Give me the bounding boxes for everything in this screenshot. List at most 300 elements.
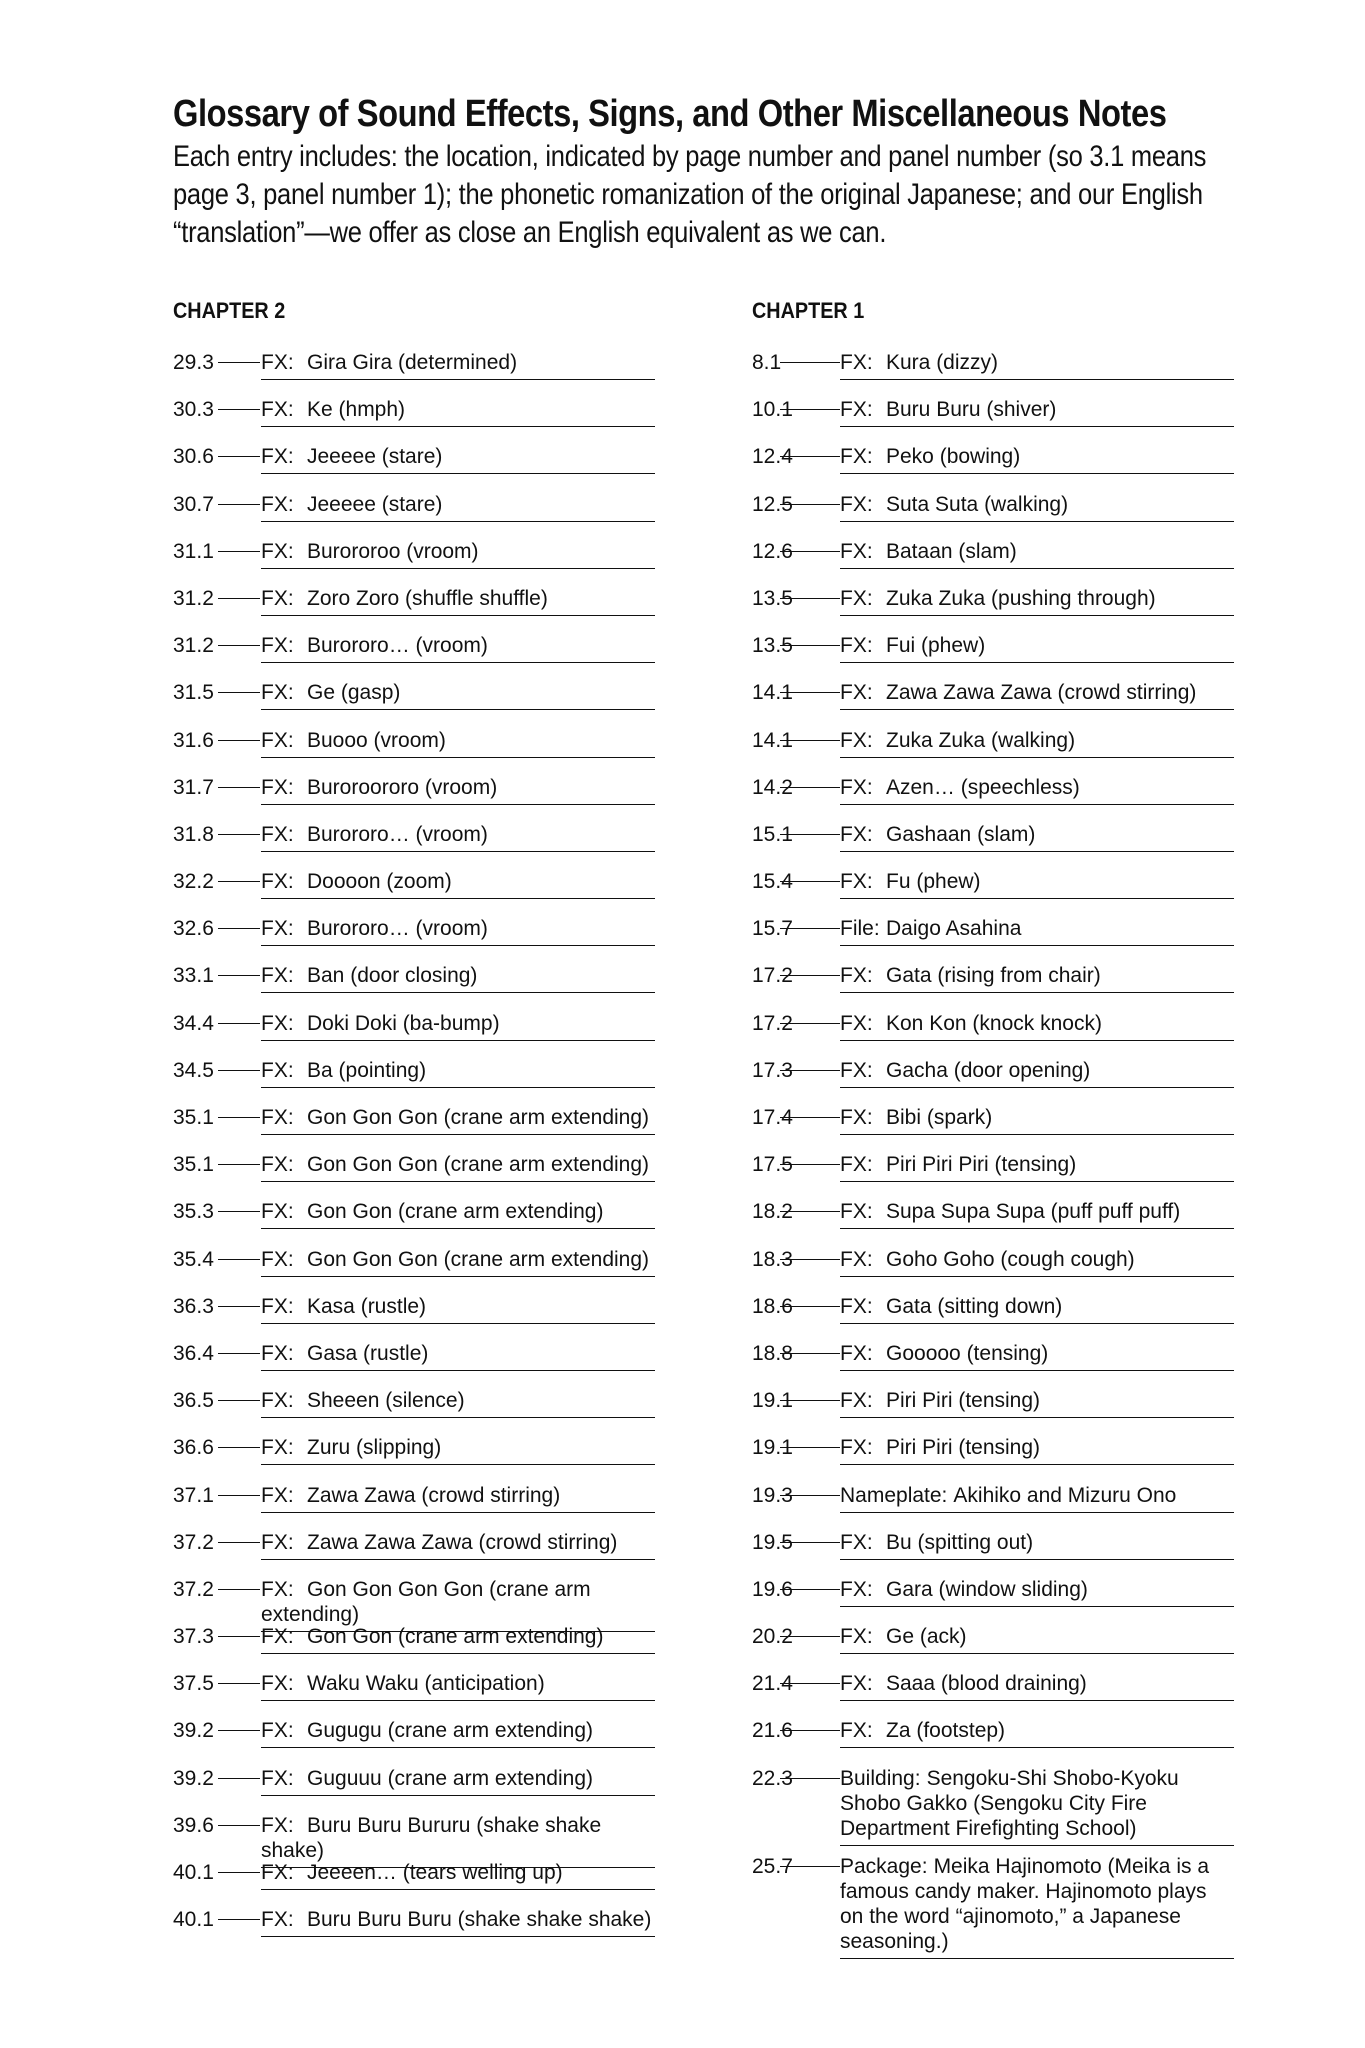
glossary-entry — [752, 1435, 1272, 1482]
entry-translation: Gasa (rustle) — [307, 1341, 429, 1365]
entry-body — [261, 1341, 655, 1371]
entry-type: FX: — [840, 1625, 873, 1649]
entry-location: 34.4 — [173, 1011, 214, 1035]
leader-line — [218, 881, 260, 882]
entry-type: FX: — [840, 1389, 873, 1413]
entry-translation: Piri Piri Piri (tensing) — [886, 1153, 1077, 1177]
entry-location: 10.1 — [752, 398, 793, 422]
leader-line — [218, 1825, 260, 1826]
entry-translation: Guguuu (crane arm extending) — [307, 1766, 593, 1790]
entry-location: 17.2 — [752, 1011, 793, 1035]
entry-location: 40.1 — [173, 1861, 214, 1884]
entry-location: 19.3 — [752, 1483, 793, 1507]
intro-paragraph: Each entry includes: the location, indicated by page number and panel number (so 3.1 means page 3, panel number 1); the phonetic romanization of the original Japanese; and our English “translation”—we offer as close an English equivalent as we can. — [173, 140, 1207, 249]
leader-line — [780, 1353, 840, 1354]
entry-type: FX: — [840, 1672, 873, 1696]
glossary-entry — [173, 1199, 693, 1246]
entry-body — [840, 1152, 1234, 1182]
entry-body — [261, 822, 655, 852]
entry-type: FX: — [261, 445, 294, 469]
leader-line — [218, 1495, 260, 1496]
entry-body — [261, 1671, 655, 1701]
glossary-entry — [752, 1011, 1272, 1058]
leader-line — [780, 1400, 840, 1401]
entry-list — [173, 350, 693, 1954]
leader-line — [218, 1164, 260, 1165]
entry-body — [261, 1907, 655, 1937]
leader-line — [218, 598, 260, 599]
entry-body — [261, 633, 655, 663]
entry-type: FX: — [261, 1625, 294, 1649]
leader-line — [218, 692, 260, 693]
glossary-entry — [752, 728, 1272, 775]
entry-type: FX: — [261, 1153, 294, 1177]
entry-body — [261, 586, 655, 616]
entry-translation: Fui (phew) — [886, 634, 986, 658]
glossary-entry — [173, 492, 693, 539]
leader-line — [218, 975, 260, 976]
glossary-entry — [752, 1483, 1272, 1530]
entry-location: 40.1 — [173, 1908, 214, 1932]
entry-body — [261, 397, 655, 427]
glossary-entry — [752, 492, 1272, 539]
leader-line — [780, 975, 840, 976]
entry-body — [261, 728, 655, 758]
entry-location: 37.5 — [173, 1672, 214, 1696]
leader-line — [218, 362, 260, 363]
entry-type: Package: — [840, 1854, 928, 1878]
entry-location: 8.1 — [752, 351, 782, 374]
chapter-heading: CHAPTER 1 — [752, 298, 865, 323]
entry-location: 34.5 — [173, 1058, 214, 1082]
entry-location: 35.4 — [173, 1247, 214, 1271]
entry-translation: Ge (gasp) — [307, 681, 401, 705]
entry-type: FX: — [840, 1294, 873, 1318]
entry-translation: Kura (dizzy) — [886, 351, 999, 374]
glossary-entry — [752, 1577, 1272, 1624]
entry-translation: Gugugu (crane arm extending) — [307, 1719, 593, 1743]
entry-body — [261, 1860, 655, 1890]
entry-translation: Zuka Zuka (walking) — [886, 728, 1076, 752]
entry-location: 31.2 — [173, 586, 214, 610]
entry-location: 13.5 — [752, 586, 793, 610]
entry-type: FX: — [840, 492, 873, 516]
leader-line — [780, 409, 840, 410]
entry-body — [840, 586, 1234, 616]
leader-line — [780, 598, 840, 599]
entry-translation: Zuka Zuka (pushing through) — [886, 586, 1156, 610]
entry-type: FX: — [840, 1341, 873, 1365]
entry-location: 17.5 — [752, 1153, 793, 1177]
entry-type: FX: — [840, 822, 873, 846]
entry-translation: Ban (door closing) — [307, 964, 478, 988]
entry-body — [840, 963, 1234, 993]
entry-translation: Gooooo (tensing) — [886, 1341, 1049, 1365]
leader-line — [780, 456, 840, 457]
entry-body — [840, 1483, 1234, 1513]
entry-body — [840, 397, 1234, 427]
glossary-entry — [173, 350, 693, 397]
entry-type: FX: — [261, 917, 294, 941]
glossary-entry — [173, 1907, 693, 1954]
entry-translation: Azen… (speechless) — [886, 775, 1080, 799]
leader-line — [218, 1447, 260, 1448]
glossary-entry — [752, 586, 1272, 633]
entry-type: FX: — [261, 1766, 294, 1790]
leader-line — [218, 1353, 260, 1354]
entry-body — [840, 1718, 1234, 1748]
leader-line — [780, 692, 840, 693]
glossary-entry — [173, 397, 693, 444]
entry-location: 30.6 — [173, 445, 214, 469]
entry-type: FX: — [261, 1530, 294, 1554]
entry-type: FX: — [261, 351, 294, 374]
entry-body — [840, 1624, 1234, 1654]
entry-body — [840, 1105, 1234, 1135]
entry-body — [261, 1247, 655, 1277]
glossary-entry — [173, 916, 693, 963]
entry-translation: Gon Gon Gon Gon (crane arm extending) — [261, 1577, 591, 1626]
entry-type: FX: — [840, 539, 873, 563]
entry-type: FX: — [261, 1813, 294, 1837]
entry-body — [840, 350, 1234, 380]
entry-location: 20.2 — [752, 1625, 793, 1649]
leader-line — [218, 740, 260, 741]
glossary-entry — [752, 397, 1272, 444]
entry-location: 12.5 — [752, 492, 793, 516]
entry-translation: Kon Kon (knock knock) — [886, 1011, 1102, 1035]
entry-location: 19.1 — [752, 1389, 793, 1413]
entry-type: FX: — [261, 728, 294, 752]
entry-body — [840, 1766, 1234, 1846]
entry-translation: Gon Gon (crane arm extending) — [307, 1625, 604, 1649]
glossary-entry — [752, 1294, 1272, 1341]
entry-location: 37.2 — [173, 1530, 214, 1554]
glossary-entry — [752, 444, 1272, 491]
entry-body — [261, 869, 655, 899]
entry-location: 17.3 — [752, 1058, 793, 1082]
glossary-entry — [173, 1483, 693, 1530]
leader-line — [218, 456, 260, 457]
entry-location: 18.2 — [752, 1200, 793, 1224]
entry-body — [840, 1388, 1234, 1418]
leader-line — [780, 1070, 840, 1071]
glossary-entry — [173, 1152, 693, 1199]
entry-type: FX: — [840, 1011, 873, 1035]
entry-type: FX: — [840, 728, 873, 752]
entry-location: 37.1 — [173, 1483, 214, 1507]
glossary-entry — [173, 1624, 693, 1671]
entry-translation: Piri Piri (tensing) — [886, 1436, 1041, 1460]
entry-body — [261, 1718, 655, 1748]
entry-body — [261, 1530, 655, 1560]
entry-location: 22.3 — [752, 1766, 793, 1790]
entry-type: FX: — [261, 1011, 294, 1035]
leader-line — [780, 1778, 840, 1779]
entry-type: FX: — [840, 1719, 873, 1743]
entry-location: 37.3 — [173, 1625, 214, 1649]
entry-body — [840, 775, 1234, 805]
entry-type: FX: — [840, 1530, 873, 1554]
entry-type: FX: — [840, 681, 873, 705]
entry-body — [261, 1058, 655, 1088]
leader-line — [218, 504, 260, 505]
glossary-entry — [752, 1058, 1272, 1105]
leader-line — [218, 928, 260, 929]
entry-translation: Kasa (rustle) — [307, 1294, 427, 1318]
glossary-entry — [752, 1530, 1272, 1577]
entry-translation: Gata (sitting down) — [886, 1294, 1063, 1318]
glossary-entry — [173, 1294, 693, 1341]
glossary-entry — [173, 1388, 693, 1435]
entry-body — [840, 539, 1234, 569]
glossary-entry — [173, 1718, 693, 1765]
entry-body — [261, 1105, 655, 1135]
glossary-entry — [173, 1671, 693, 1718]
entry-location: 17.2 — [752, 964, 793, 988]
chapter-1-column — [752, 298, 1272, 1953]
entry-type: FX: — [840, 1058, 873, 1082]
leader-line — [780, 1211, 840, 1212]
leader-line — [780, 1447, 840, 1448]
entry-location: 31.5 — [173, 681, 214, 705]
entry-location: 17.4 — [752, 1106, 793, 1129]
entry-body — [840, 633, 1234, 663]
entry-body — [261, 963, 655, 993]
entry-type: FX: — [261, 1106, 294, 1129]
leader-line — [218, 409, 260, 410]
entry-location: 31.7 — [173, 775, 214, 799]
entry-type: FX: — [261, 586, 294, 610]
entry-body — [840, 822, 1234, 852]
entry-translation: Buooo (vroom) — [307, 728, 446, 752]
entry-translation: Peko (bowing) — [886, 445, 1021, 469]
entry-location: 31.1 — [173, 539, 214, 563]
entry-type: FX: — [261, 1247, 294, 1271]
leader-line — [218, 1683, 260, 1684]
glossary-entry — [173, 680, 693, 727]
glossary-entry — [173, 444, 693, 491]
entry-translation: Waku Waku (anticipation) — [307, 1672, 545, 1696]
entry-location: 31.6 — [173, 728, 214, 752]
entry-location: 32.6 — [173, 917, 214, 941]
entry-translation: Gata (rising from chair) — [886, 964, 1101, 988]
entry-type: Nameplate: — [840, 1483, 948, 1507]
leader-line — [218, 645, 260, 646]
entry-type: FX: — [261, 539, 294, 563]
entry-translation: Zoro Zoro (shuffle shuffle) — [307, 586, 548, 610]
leader-line — [218, 1211, 260, 1212]
entry-location: 21.6 — [752, 1719, 793, 1743]
glossary-entry — [752, 775, 1272, 822]
glossary-entry — [752, 1854, 1272, 1953]
leader-line — [780, 928, 840, 929]
glossary-entry — [173, 775, 693, 822]
entry-location: 29.3 — [173, 351, 214, 374]
entry-body — [261, 1199, 655, 1229]
entry-location: 36.3 — [173, 1294, 214, 1318]
leader-line — [780, 1495, 840, 1496]
entry-type: FX: — [261, 775, 294, 799]
entry-type: FX: — [840, 445, 873, 469]
entry-translation: Buru Buru Buru (shake shake shake) — [307, 1908, 652, 1932]
entry-translation: Buroroororo (vroom) — [307, 775, 498, 799]
glossary-entry — [752, 1341, 1272, 1388]
glossary-entry — [173, 1341, 693, 1388]
entry-type: FX: — [840, 1200, 873, 1224]
entry-location: 36.4 — [173, 1341, 214, 1365]
entry-body — [840, 728, 1234, 758]
entry-type: FX: — [840, 634, 873, 658]
entry-body — [261, 1624, 655, 1654]
entry-translation: Bataan (slam) — [886, 539, 1017, 563]
leader-line — [780, 1023, 840, 1024]
entry-type: FX: — [261, 964, 294, 988]
glossary-entry — [173, 822, 693, 869]
leader-line — [780, 1589, 840, 1590]
leader-line — [218, 551, 260, 552]
entry-type: FX: — [840, 1436, 873, 1460]
entry-body — [261, 1294, 655, 1324]
entry-location: 18.6 — [752, 1294, 793, 1318]
leader-line — [780, 551, 840, 552]
entry-translation: Bu (spitting out) — [886, 1530, 1034, 1554]
entry-translation: Doooon (zoom) — [307, 870, 452, 894]
entry-translation: Saaa (blood draining) — [886, 1672, 1087, 1696]
leader-line — [218, 1730, 260, 1731]
entry-location: 14.1 — [752, 681, 793, 705]
entry-body — [840, 1530, 1234, 1560]
leader-line — [780, 1306, 840, 1307]
entry-translation: Buru Buru (shiver) — [886, 398, 1057, 422]
entry-location: 12.4 — [752, 445, 793, 469]
entry-body — [261, 680, 655, 710]
entry-translation: Gon Gon (crane arm extending) — [307, 1200, 604, 1224]
entry-translation: Gon Gon Gon (crane arm extending) — [307, 1153, 650, 1177]
entry-location: 35.3 — [173, 1200, 214, 1224]
entry-type: FX: — [261, 681, 294, 705]
entry-type: FX: — [261, 1483, 294, 1507]
glossary-entry — [752, 350, 1272, 397]
glossary-entry — [752, 539, 1272, 586]
entry-type: FX: — [261, 822, 294, 846]
entry-body — [840, 444, 1234, 474]
leader-line — [218, 1919, 260, 1920]
glossary-entry — [752, 869, 1272, 916]
entry-location: 15.7 — [752, 917, 793, 941]
entry-location: 31.2 — [173, 634, 214, 658]
entry-translation: Gashaan (slam) — [886, 822, 1036, 846]
entry-body — [261, 916, 655, 946]
entry-type: FX: — [840, 1577, 873, 1601]
leader-line — [780, 740, 840, 741]
entry-body — [261, 1388, 655, 1418]
entry-type: FX: — [261, 492, 294, 516]
entry-location: 19.5 — [752, 1530, 793, 1554]
leader-line — [780, 645, 840, 646]
entry-body — [840, 1435, 1234, 1465]
entry-body — [840, 1341, 1234, 1371]
entry-translation: Meika Hajinomoto (Meika is a famous candy maker. Hajinomoto plays on the word “ajinomoto,” a Japanese seasoning.) — [840, 1854, 1209, 1953]
entry-translation: Zawa Zawa Zawa (crowd stirring) — [886, 681, 1197, 705]
entry-location: 12.6 — [752, 539, 793, 563]
entry-type: FX: — [261, 1861, 294, 1884]
entry-type: FX: — [840, 870, 873, 894]
entry-translation: Burororo… (vroom) — [307, 634, 488, 658]
entry-location: 15.1 — [752, 822, 793, 846]
entry-location: 14.1 — [752, 728, 793, 752]
entry-body — [261, 350, 655, 380]
glossary-entry — [752, 1199, 1272, 1246]
leader-line — [218, 834, 260, 835]
entry-translation: Gon Gon Gon (crane arm extending) — [307, 1247, 650, 1271]
entry-body — [840, 1854, 1234, 1959]
entry-location: 25.7 — [752, 1854, 793, 1878]
entry-translation: Gacha (door opening) — [886, 1058, 1091, 1082]
glossary-entry — [173, 1577, 693, 1624]
entry-translation: Doki Doki (ba-bump) — [307, 1011, 500, 1035]
leader-line — [780, 834, 840, 835]
entry-translation: Suta Suta (walking) — [886, 492, 1069, 516]
entry-translation: Burororo… (vroom) — [307, 917, 488, 941]
entry-location: 15.4 — [752, 870, 793, 894]
entry-body — [840, 1058, 1234, 1088]
entry-translation: Burororoo (vroom) — [307, 539, 479, 563]
leader-line — [780, 504, 840, 505]
entry-translation: Gara (window sliding) — [886, 1577, 1088, 1601]
glossary-entry — [752, 1388, 1272, 1435]
entry-translation: Zawa Zawa (crowd stirring) — [307, 1483, 561, 1507]
entry-body — [261, 1435, 655, 1465]
glossary-entry — [173, 1813, 693, 1860]
glossary-entry — [173, 586, 693, 633]
glossary-entry — [752, 1105, 1272, 1152]
entry-type: FX: — [261, 1719, 294, 1743]
entry-location: 30.3 — [173, 398, 214, 422]
entry-type: FX: — [840, 775, 873, 799]
entry-translation: Daigo Asahina — [886, 917, 1022, 941]
entry-body — [840, 1294, 1234, 1324]
entry-type: FX: — [261, 1294, 294, 1318]
entry-type: FX: — [840, 1247, 873, 1271]
entry-type: FX: — [840, 1106, 873, 1129]
entry-location: 37.2 — [173, 1577, 214, 1601]
entry-body — [261, 1483, 655, 1513]
entry-location: 39.6 — [173, 1813, 214, 1837]
entry-translation: Ke (hmph) — [307, 398, 406, 422]
entry-type: FX: — [840, 964, 873, 988]
glossary-entry — [752, 822, 1272, 869]
entry-translation: Bibi (spark) — [886, 1106, 993, 1129]
entry-type: FX: — [840, 586, 873, 610]
glossary-entry — [752, 1718, 1272, 1765]
entry-location: 18.3 — [752, 1247, 793, 1271]
leader-line — [780, 787, 840, 788]
leader-line — [218, 1636, 260, 1637]
entry-translation: Burororo… (vroom) — [307, 822, 488, 846]
entry-translation: Akihiko and Mizuru Ono — [953, 1483, 1177, 1507]
entry-body — [261, 492, 655, 522]
entry-type: Building: — [840, 1766, 921, 1790]
glossary-entry — [173, 1058, 693, 1105]
leader-line — [780, 1683, 840, 1684]
chapter-heading: CHAPTER 2 — [173, 298, 286, 323]
entry-translation: Goho Goho (cough cough) — [886, 1247, 1135, 1271]
entry-location: 39.2 — [173, 1766, 214, 1790]
glossary-entry — [752, 916, 1272, 963]
entry-body — [840, 1011, 1234, 1041]
leader-line — [218, 1117, 260, 1118]
